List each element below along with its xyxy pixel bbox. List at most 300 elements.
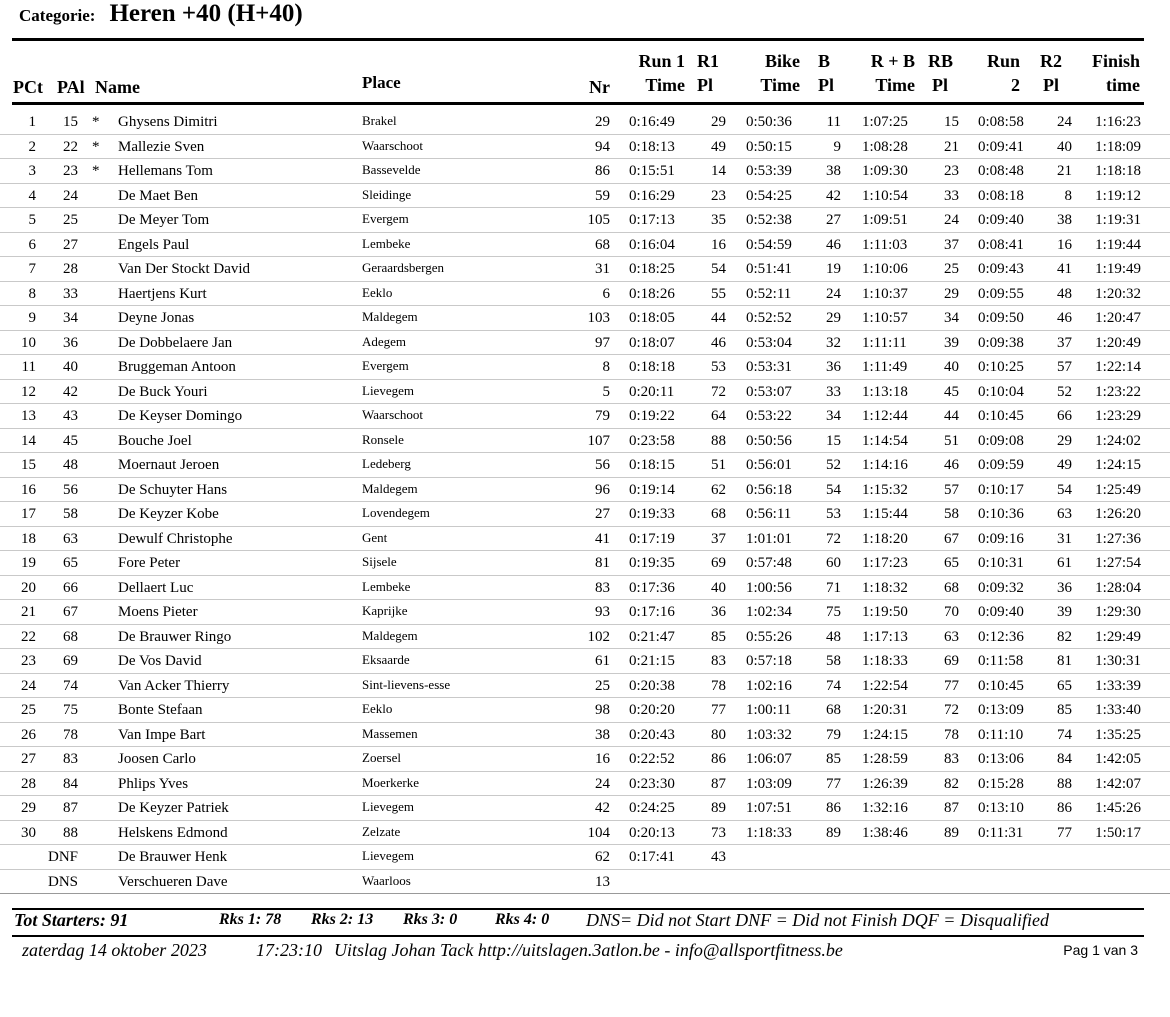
cell-name: Phlips Yves [118,775,189,792]
cell-r2-pl: 48 [1057,285,1072,302]
cell-name: Mallezie Sven [118,138,205,155]
cell-nr: 41 [595,530,610,547]
cell-rb-pl: 69 [944,653,959,669]
cell-pal: 88 [63,824,78,841]
cell-run2-time: 0:09:59 [978,457,1024,473]
cell-name: De Schuyter Hans [118,481,228,498]
cell-pal: DNS [48,873,79,890]
cell-run1-time: 0:20:20 [629,702,675,718]
table-row [0,135,1170,160]
cell-b-pl: 68 [826,702,841,718]
cell-name: De Keyser Domingo [118,408,243,424]
cell-name: Fore Peter [118,555,181,571]
cell-rb-time: 1:12:44 [862,408,908,424]
cell-rb-pl: 24 [944,212,959,228]
table-row [0,772,1170,797]
cell-pal: 34 [63,310,78,326]
cell-rb-pl: 34 [944,310,959,326]
cell-rb-time: 1:10:57 [862,310,908,326]
cell-b-pl: 27 [826,212,841,228]
cell-finish-time: 1:23:29 [1095,408,1141,424]
cell-marker: * [92,114,100,130]
cell-r1-pl: 51 [711,457,726,473]
cell-place: Ronsele [362,431,404,447]
cell-r1-pl: 64 [711,408,726,424]
cell-run1-time: 0:21:47 [629,628,675,645]
cell-finish-time: 1:16:23 [1095,114,1141,130]
cell-rb-pl: 82 [944,775,959,792]
table-row [0,649,1170,674]
cell-rb-pl: 51 [944,432,959,449]
top-rule [12,38,1144,41]
cell-name: Moens Pieter [118,604,198,620]
status-legend: DNS= Did not Start DNF = Did not Finish DQF = Disqualified [586,910,1049,930]
cell-rb-time: 1:11:11 [862,334,907,351]
cell-nr: 83 [595,579,610,596]
cell-pct: 2 [28,138,36,155]
cell-finish-time: 1:22:14 [1095,359,1141,375]
cell-pal: 67 [63,604,78,620]
cell-r1-pl: 62 [711,481,726,498]
footer-credit: Uitslag Johan Tack http://uitslagen.3atlon.be - info@allsportfitness.be [334,940,843,960]
cell-pal: DNF [48,849,79,865]
cell-b-pl: 54 [826,481,841,498]
cell-pal: 22 [63,138,78,155]
cell-b-pl: 32 [826,334,841,351]
cell-nr: 102 [587,628,610,645]
cell-rb-time: 1:15:44 [862,506,908,522]
cell-finish-time: 1:24:02 [1095,432,1141,449]
table-row [0,698,1170,723]
cell-r1-pl: 23 [711,187,726,204]
cell-finish-time: 1:29:49 [1095,628,1141,645]
cell-pct: 9 [28,310,36,326]
cell-place: Zelzate [362,823,401,839]
col-b-a: B [818,51,831,71]
cell-run1-time: 0:16:04 [629,236,675,253]
cell-run1-time: 0:20:11 [629,383,675,400]
cell-r1-pl: 80 [711,726,726,743]
table-row [0,257,1170,282]
summary-bar [14,909,1144,933]
cell-finish-time: 1:18:18 [1095,163,1141,179]
cell-nr: 62 [595,849,610,865]
cell-r2-pl: 29 [1057,432,1072,449]
cell-name: De Brauwer Henk [118,849,228,865]
rks2: Rks 2: 13 [311,911,374,928]
summary-rule [12,935,1144,937]
cell-rb-pl: 77 [944,677,959,694]
cell-rb-time: 1:09:51 [862,212,908,228]
cell-r2-pl: 57 [1057,359,1072,375]
cell-rb-pl: 39 [944,334,959,351]
cell-name: De Keyzer Patriek [118,800,229,816]
cell-bike-time: 0:56:18 [746,481,792,498]
cell-run1-time: 0:17:16 [629,604,675,620]
cell-name: Moernaut Jeroen [118,457,220,473]
cell-bike-time: 0:51:41 [746,261,792,277]
category-title: Heren +40 (H+40) [109,0,303,27]
cell-run2-time: 0:11:10 [978,726,1024,743]
cell-pal: 69 [63,653,78,669]
cell-pct: 23 [21,653,36,669]
cell-pct: 26 [21,726,36,743]
cell-r2-pl: 31 [1057,530,1072,547]
cell-run2-time: 0:08:18 [978,187,1024,204]
cell-run2-time: 0:08:41 [978,236,1024,253]
footer-date: zaterdag 14 oktober 2023 [22,940,207,960]
cell-r2-pl: 81 [1057,653,1072,669]
cell-nr: 5 [602,383,610,400]
cell-run1-time: 0:17:41 [629,849,675,865]
cell-rb-pl: 46 [944,457,959,473]
cell-finish-time: 1:19:49 [1095,261,1141,277]
cell-run1-time: 0:15:51 [629,163,675,179]
table-row [0,625,1170,650]
col-rbpl-a: RB [928,51,954,71]
cell-name: Dewulf Christophe [118,530,233,547]
cell-finish-time: 1:30:31 [1095,653,1141,669]
cell-r1-pl: 35 [711,212,726,228]
cell-rb-pl: 58 [944,506,959,522]
cell-rb-time: 1:09:30 [862,163,908,179]
col-r1-b: Pl [697,75,713,95]
table-row [0,159,1170,184]
cell-run1-time: 0:22:52 [629,751,675,767]
cell-rb-time: 1:10:06 [862,261,908,277]
cell-rb-time: 1:18:20 [862,530,908,547]
cell-b-pl: 33 [826,383,841,400]
cell-pct: 27 [21,751,36,767]
footer-time: 17:23:10 [256,940,322,960]
cell-r2-pl: 88 [1057,775,1072,792]
cell-finish-time: 1:20:32 [1095,285,1141,302]
col-r2-b: Pl [1043,75,1059,95]
cell-r1-pl: 88 [711,432,726,449]
cell-rb-time: 1:10:37 [862,285,908,302]
cell-run1-time: 0:24:25 [629,800,675,816]
cell-nr: 25 [595,677,610,694]
cell-rb-pl: 45 [944,383,959,400]
cell-pct: 28 [21,775,36,792]
cell-name: Van Acker Thierry [118,677,230,694]
cell-rb-time: 1:26:39 [862,775,908,792]
cell-run1-time: 0:21:15 [629,653,675,669]
cell-pal: 42 [63,383,78,400]
cell-name: Engels Paul [118,236,190,253]
table-row [0,380,1170,405]
cell-pct: 22 [21,628,36,645]
rks4: Rks 4: 0 [495,911,550,928]
cell-rb-time: 1:07:25 [862,114,908,130]
cell-place: Eksaarde [362,652,410,667]
table-row [0,306,1170,331]
cell-b-pl: 60 [826,555,841,571]
cell-pct: 13 [21,408,36,424]
cell-name: Bouche Joel [118,432,192,449]
cell-rb-pl: 78 [944,726,959,743]
cell-run2-time: 0:09:38 [978,334,1024,351]
cell-r2-pl: 84 [1057,751,1072,767]
cell-rb-pl: 68 [944,579,959,596]
cell-name: De Keyzer Kobe [118,506,219,522]
table-row [0,527,1170,552]
cell-pct: 10 [21,334,36,351]
cell-nr: 8 [602,359,610,375]
cell-run1-time: 0:18:07 [629,334,675,351]
cell-rb-time: 1:32:16 [862,800,908,816]
cell-r2-pl: 65 [1057,677,1072,694]
cell-r2-pl: 39 [1057,604,1072,620]
cell-run1-time: 0:17:36 [629,579,675,596]
cell-b-pl: 46 [826,236,841,253]
cell-pal: 68 [63,628,78,645]
cell-pct: 24 [21,677,36,694]
col-rbpl-b: Pl [932,75,948,95]
cell-pct: 14 [21,432,36,449]
cell-name: Ghysens Dimitri [118,114,218,130]
cell-run2-time: 0:09:16 [978,530,1024,547]
cell-nr: 68 [595,236,610,253]
cell-r1-pl: 86 [711,751,726,767]
cell-place: Sint-lievens-esse [362,676,451,692]
cell-nr: 105 [587,212,610,228]
table-row [0,821,1170,846]
cell-r1-pl: 83 [711,653,726,669]
cell-rb-pl: 40 [944,359,959,375]
cell-pal: 58 [63,506,78,522]
cell-place: Evergem [362,358,409,373]
cell-place: Waarloos [362,872,411,888]
cell-nr: 56 [595,457,610,473]
cell-nr: 27 [595,506,610,522]
cell-bike-time: 1:18:33 [746,824,792,841]
cell-r1-pl: 53 [711,359,726,375]
cell-run1-time: 0:23:30 [629,775,675,792]
cell-b-pl: 77 [826,775,841,792]
cell-nr: 97 [595,334,610,351]
cell-run2-time: 0:10:45 [978,408,1024,424]
cell-run1-time: 0:17:13 [629,212,675,228]
cell-finish-time: 1:33:39 [1095,677,1141,694]
cell-pal: 65 [63,555,78,571]
cell-name: Haertjens Kurt [118,285,207,302]
cell-r2-pl: 86 [1057,800,1072,816]
cell-b-pl: 38 [826,163,841,179]
cell-pct: 5 [28,212,36,228]
cell-bike-time: 0:52:11 [746,285,792,302]
cell-rb-pl: 83 [944,751,959,767]
cell-b-pl: 19 [826,261,841,277]
cell-finish-time: 1:19:12 [1095,187,1141,204]
cell-r2-pl: 74 [1057,726,1072,743]
cell-r1-pl: 43 [711,849,726,865]
cell-pct: 18 [21,530,36,547]
cell-pct: 4 [28,187,36,204]
cell-rb-pl: 33 [944,187,959,204]
cell-run1-time: 0:18:26 [629,285,675,302]
cell-name: De Maet Ben [118,187,198,204]
col-run1-a: Run 1 [638,51,685,71]
cell-rb-time: 1:24:15 [862,726,908,743]
cell-b-pl: 24 [826,285,841,302]
col-rb-a: R + B [870,51,915,71]
cell-nr: 42 [595,800,610,816]
cell-place: Maldegem [362,309,418,324]
cell-run2-time: 0:11:58 [978,653,1024,669]
cell-pct: 17 [21,506,36,522]
cell-run2-time: 0:13:09 [978,702,1024,718]
results-table-body [0,110,1170,894]
cell-run1-time: 0:19:33 [629,506,675,522]
cell-name: Van Der Stockt David [118,261,251,277]
cell-r1-pl: 55 [711,285,726,302]
cell-finish-time: 1:45:26 [1095,800,1141,816]
cell-nr: 6 [602,285,610,302]
col-run1-b: Time [645,75,685,95]
cell-pal: 23 [63,163,78,179]
cell-bike-time: 0:52:38 [746,212,792,228]
cell-r1-pl: 69 [711,555,726,571]
cell-b-pl: 9 [833,138,841,155]
cell-finish-time: 1:50:17 [1095,824,1141,841]
table-row [0,478,1170,503]
cell-nr: 38 [595,726,610,743]
cell-rb-time: 1:18:32 [862,579,908,596]
cell-run2-time: 0:10:36 [978,506,1024,522]
cell-pal: 56 [63,481,78,498]
cell-place: Sijsele [362,554,397,569]
cell-nr: 96 [595,481,610,498]
cell-r1-pl: 78 [711,677,726,694]
cell-pal: 78 [63,726,78,743]
cell-run2-time: 0:09:50 [978,310,1024,326]
cell-pct: 3 [28,163,36,179]
cell-place: Zoersel [362,750,401,765]
cell-pct: 12 [21,383,36,400]
cell-place: Evergem [362,211,409,226]
cell-run2-time: 0:08:58 [978,114,1024,130]
cell-place: Brakel [362,113,397,128]
cell-finish-time: 1:42:05 [1095,751,1141,767]
cell-rb-time: 1:13:18 [862,383,908,400]
cell-finish-time: 1:24:15 [1095,457,1141,473]
cell-run2-time: 0:09:32 [978,579,1024,596]
cell-finish-time: 1:28:04 [1095,579,1141,596]
col-run2-a: Run [986,51,1020,71]
cell-rb-pl: 70 [944,604,959,620]
cell-r1-pl: 37 [711,530,726,547]
col-r2-a: R2 [1040,51,1062,71]
table-row [0,331,1170,356]
cell-place: Sleidinge [362,186,412,202]
cell-rb-pl: 23 [944,163,959,179]
table-row [0,233,1170,258]
cell-name: De Vos David [118,653,202,669]
cell-place: Waarschoot [362,407,424,422]
cell-name: Van Impe Bart [118,726,206,743]
cell-nr: 59 [595,187,610,204]
cell-run2-time: 0:09:41 [978,138,1024,155]
cell-rb-time: 1:17:13 [862,628,908,645]
cell-nr: 107 [587,432,610,449]
table-row [0,453,1170,478]
cell-r2-pl: 16 [1057,236,1072,253]
table-row [0,576,1170,601]
cell-nr: 31 [595,261,610,277]
cell-rb-time: 1:10:54 [862,187,908,204]
col-finish-a: Finish [1091,51,1140,71]
cell-r1-pl: 16 [711,236,726,253]
table-row [0,404,1170,429]
cell-name: Bonte Stefaan [118,702,203,718]
cell-pct: 16 [21,481,36,498]
page-footer [22,940,1142,964]
cell-r2-pl: 52 [1057,383,1072,400]
cell-run1-time: 0:20:38 [629,677,675,694]
cell-rb-pl: 67 [944,530,959,547]
cell-finish-time: 1:23:22 [1095,383,1141,400]
cell-b-pl: 15 [826,432,841,449]
cell-pal: 43 [63,408,78,424]
cell-place: Lievegem [362,848,414,863]
table-row [0,208,1170,233]
cell-bike-time: 0:50:15 [746,138,792,155]
cell-b-pl: 48 [826,628,841,645]
cell-rb-pl: 87 [944,800,959,816]
cell-bike-time: 0:53:07 [746,383,792,400]
cell-name: Dellaert Luc [118,579,194,596]
cell-bike-time: 0:50:36 [746,114,792,130]
cell-bike-time: 1:02:16 [746,677,792,694]
cell-name: Bruggeman Antoon [118,359,236,375]
total-starters: Tot Starters: 91 [14,910,129,930]
cell-r1-pl: 54 [711,261,726,277]
cell-rb-time: 1:17:23 [862,555,908,571]
cell-r2-pl: 24 [1057,114,1072,130]
cell-b-pl: 53 [826,506,841,522]
cell-b-pl: 58 [826,653,841,669]
cell-place: Lievegem [362,382,414,398]
cell-run2-time: 0:10:31 [978,555,1024,571]
cell-pct: 29 [21,800,36,816]
cell-r2-pl: 36 [1057,579,1072,596]
cell-pal: 28 [63,261,78,277]
cell-run2-time: 0:09:43 [978,261,1024,277]
cell-run1-time: 0:19:14 [629,481,675,498]
col-bike-b: Time [760,75,800,95]
cell-place: Lembeke [362,578,411,594]
cell-bike-time: 0:57:18 [746,653,792,669]
cell-r2-pl: 66 [1057,408,1072,424]
cell-nr: 16 [595,751,610,767]
cell-pct: 7 [28,261,36,277]
cell-marker: * [92,163,100,179]
cell-bike-time: 1:01:01 [746,530,792,547]
cell-r2-pl: 40 [1057,138,1072,155]
cell-run2-time: 0:10:45 [978,677,1024,694]
cell-r1-pl: 44 [711,310,726,326]
cell-pal: 25 [63,212,78,228]
cell-b-pl: 86 [826,800,841,816]
cell-pal: 74 [63,677,78,694]
rks3: Rks 3: 0 [403,911,458,928]
cell-place: Lembeke [362,235,411,251]
cell-r1-pl: 77 [711,702,726,718]
cell-bike-time: 0:52:52 [746,310,792,326]
cell-run1-time: 0:17:19 [629,530,675,547]
cell-b-pl: 29 [826,310,841,326]
